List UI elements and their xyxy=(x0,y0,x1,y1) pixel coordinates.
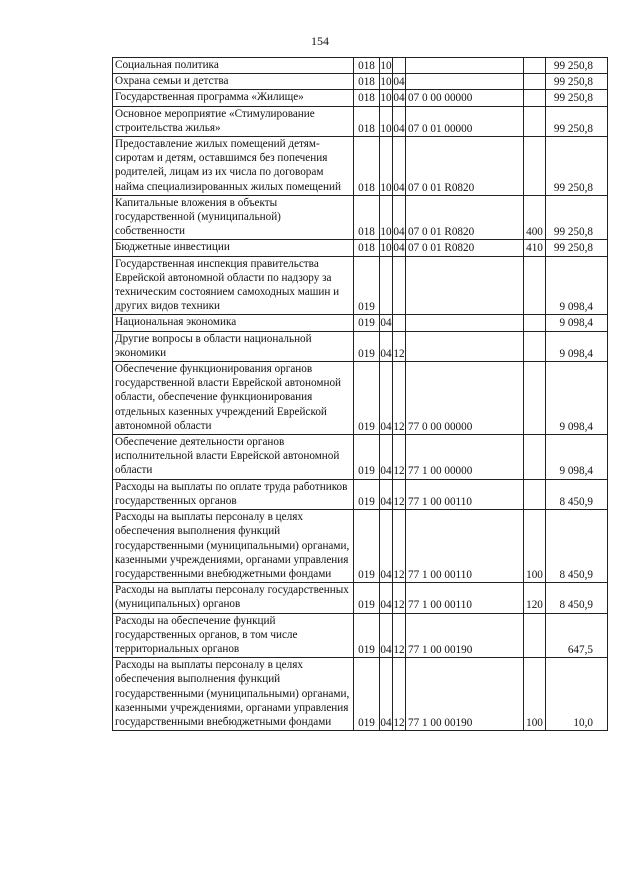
row-name: Расходы на обеспечение функций государственных органов, в том числе территориальных органов xyxy=(113,613,354,658)
row-subsection-code xyxy=(393,58,406,74)
row-target-article: 07 0 01 R0820 xyxy=(406,240,524,256)
row-expense-type xyxy=(524,435,546,480)
row-ministry-code: 019 xyxy=(354,613,380,658)
budget-table xyxy=(112,57,608,731)
table-row xyxy=(113,137,608,196)
row-target-article: 77 1 00 00190 xyxy=(406,658,524,731)
row-name: Другие вопросы в области национальной экономики xyxy=(113,331,354,361)
budget-table-body xyxy=(113,58,608,731)
row-amount: 8 450,9 xyxy=(546,479,608,509)
row-target-article: 07 0 00 00000 xyxy=(406,90,524,106)
row-target-article xyxy=(406,315,524,331)
row-section-code: 04 xyxy=(380,583,393,613)
table-row xyxy=(113,613,608,658)
table-row xyxy=(113,510,608,583)
table-row xyxy=(113,106,608,136)
row-section-code: 04 xyxy=(380,362,393,435)
row-target-article: 07 0 01 R0820 xyxy=(406,195,524,240)
row-subsection-code: 12 xyxy=(393,435,406,480)
row-expense-type xyxy=(524,315,546,331)
row-target-article xyxy=(406,74,524,90)
row-amount: 9 098,4 xyxy=(546,362,608,435)
row-name: Бюджетные инвестиции xyxy=(113,240,354,256)
row-name: Капитальные вложения в объекты государственной (муниципальной) собственности xyxy=(113,195,354,240)
row-name: Государственная программа «Жилище» xyxy=(113,90,354,106)
row-ministry-code: 018 xyxy=(354,90,380,106)
row-amount: 99 250,8 xyxy=(546,90,608,106)
row-expense-type xyxy=(524,479,546,509)
row-name: Охрана семьи и детства xyxy=(113,74,354,90)
row-expense-type: 400 xyxy=(524,195,546,240)
row-name: Расходы на выплаты персоналу в целях обеспечения выполнения функций государственными (муниципальными) органами, казенными учреждениями, органами управления государственными внебюджетными фондами xyxy=(113,510,354,583)
row-subsection-code: 12 xyxy=(393,479,406,509)
row-ministry-code: 018 xyxy=(354,137,380,196)
row-amount: 647,5 xyxy=(546,613,608,658)
row-subsection-code: 12 xyxy=(393,613,406,658)
row-subsection-code: 04 xyxy=(393,137,406,196)
table-row xyxy=(113,90,608,106)
table-row xyxy=(113,479,608,509)
row-target-article: 07 0 01 00000 xyxy=(406,106,524,136)
row-section-code: 10 xyxy=(380,106,393,136)
table-row xyxy=(113,315,608,331)
row-expense-type xyxy=(524,90,546,106)
row-ministry-code: 018 xyxy=(354,74,380,90)
table-row xyxy=(113,58,608,74)
row-section-code: 10 xyxy=(380,240,393,256)
row-subsection-code: 04 xyxy=(393,195,406,240)
row-expense-type xyxy=(524,613,546,658)
row-expense-type xyxy=(524,106,546,136)
row-amount: 10,0 xyxy=(546,658,608,731)
row-target-article: 77 1 00 00000 xyxy=(406,435,524,480)
row-ministry-code: 019 xyxy=(354,479,380,509)
row-expense-type xyxy=(524,331,546,361)
row-target-article: 77 1 00 00190 xyxy=(406,613,524,658)
row-target-article: 77 1 00 00110 xyxy=(406,479,524,509)
row-amount: 9 098,4 xyxy=(546,256,608,315)
row-section-code: 04 xyxy=(380,315,393,331)
row-ministry-code: 019 xyxy=(354,583,380,613)
row-name: Расходы на выплаты по оплате труда работников государственных органов xyxy=(113,479,354,509)
row-section-code: 04 xyxy=(380,613,393,658)
table-row xyxy=(113,256,608,315)
row-amount: 8 450,9 xyxy=(546,510,608,583)
page-number: 154 xyxy=(311,34,329,48)
row-subsection-code: 12 xyxy=(393,331,406,361)
row-expense-type xyxy=(524,362,546,435)
row-subsection-code xyxy=(393,315,406,331)
row-target-article: 77 1 00 00110 xyxy=(406,510,524,583)
row-ministry-code: 019 xyxy=(354,331,380,361)
row-ministry-code: 018 xyxy=(354,106,380,136)
table-row xyxy=(113,195,608,240)
row-amount: 99 250,8 xyxy=(546,74,608,90)
row-expense-type: 120 xyxy=(524,583,546,613)
row-target-article: 07 0 01 R0820 xyxy=(406,137,524,196)
row-name: Основное мероприятие «Стимулирование строительства жилья» xyxy=(113,106,354,136)
row-name: Национальная экономика xyxy=(113,315,354,331)
row-amount: 9 098,4 xyxy=(546,435,608,480)
row-section-code: 04 xyxy=(380,331,393,361)
row-amount: 99 250,8 xyxy=(546,106,608,136)
table-row xyxy=(113,240,608,256)
row-ministry-code: 018 xyxy=(354,240,380,256)
row-ministry-code: 019 xyxy=(354,256,380,315)
row-subsection-code: 04 xyxy=(393,74,406,90)
row-name: Предоставление жилых помещений детям-сиротам и детям, оставшимся без попечения родителей, лицам из их числа по договорам найма специализированных жилых помещений xyxy=(113,137,354,196)
row-ministry-code: 019 xyxy=(354,658,380,731)
row-ministry-code: 019 xyxy=(354,362,380,435)
row-name: Расходы на выплаты персоналу государственных (муниципальных) органов xyxy=(113,583,354,613)
row-section-code: 10 xyxy=(380,90,393,106)
row-section-code: 04 xyxy=(380,435,393,480)
row-amount: 9 098,4 xyxy=(546,331,608,361)
row-target-article xyxy=(406,331,524,361)
row-ministry-code: 019 xyxy=(354,435,380,480)
table-row xyxy=(113,362,608,435)
row-amount: 9 098,4 xyxy=(546,315,608,331)
row-amount: 8 450,9 xyxy=(546,583,608,613)
row-section-code: 10 xyxy=(380,74,393,90)
row-amount: 99 250,8 xyxy=(546,58,608,74)
table-row xyxy=(113,583,608,613)
row-subsection-code: 04 xyxy=(393,90,406,106)
row-name: Обеспечение деятельности органов исполнительной власти Еврейской автономной области xyxy=(113,435,354,480)
row-section-code: 04 xyxy=(380,479,393,509)
row-subsection-code: 12 xyxy=(393,362,406,435)
row-expense-type xyxy=(524,58,546,74)
row-subsection-code xyxy=(393,256,406,315)
row-name: Расходы на выплаты персоналу в целях обеспечения выполнения функций государственными (муниципальными) органами, казенными учреждениями, органами управления государственными внебюджетными фондами xyxy=(113,658,354,731)
row-expense-type: 100 xyxy=(524,658,546,731)
table-row xyxy=(113,331,608,361)
row-subsection-code: 12 xyxy=(393,583,406,613)
row-target-article: 77 1 00 00110 xyxy=(406,583,524,613)
row-expense-type xyxy=(524,137,546,196)
row-section-code: 10 xyxy=(380,58,393,74)
table-row xyxy=(113,74,608,90)
row-ministry-code: 019 xyxy=(354,510,380,583)
row-ministry-code: 018 xyxy=(354,195,380,240)
table-row xyxy=(113,658,608,731)
row-amount: 99 250,8 xyxy=(546,195,608,240)
row-expense-type: 100 xyxy=(524,510,546,583)
row-amount: 99 250,8 xyxy=(546,137,608,196)
row-target-article: 77 0 00 00000 xyxy=(406,362,524,435)
row-name: Государственная инспекция правительства Еврейской автономной области по надзору за техническим состоянием самоходных машин и других видов техники xyxy=(113,256,354,315)
row-ministry-code: 019 xyxy=(354,315,380,331)
row-section-code xyxy=(380,256,393,315)
row-target-article xyxy=(406,58,524,74)
row-target-article xyxy=(406,256,524,315)
row-subsection-code: 12 xyxy=(393,658,406,731)
row-expense-type: 410 xyxy=(524,240,546,256)
row-section-code: 10 xyxy=(380,137,393,196)
row-section-code: 04 xyxy=(380,658,393,731)
row-subsection-code: 12 xyxy=(393,510,406,583)
row-amount: 99 250,8 xyxy=(546,240,608,256)
row-expense-type xyxy=(524,74,546,90)
row-expense-type xyxy=(524,256,546,315)
table-row xyxy=(113,435,608,480)
row-section-code: 10 xyxy=(380,195,393,240)
row-subsection-code: 04 xyxy=(393,240,406,256)
row-ministry-code: 018 xyxy=(354,58,380,74)
row-name: Социальная политика xyxy=(113,58,354,74)
row-name: Обеспечение функционирования органов государственной власти Еврейской автономной области, обеспечение функционирования отдельных казенных учреждений Еврейской автономной области xyxy=(113,362,354,435)
row-subsection-code: 04 xyxy=(393,106,406,136)
row-section-code: 04 xyxy=(380,510,393,583)
